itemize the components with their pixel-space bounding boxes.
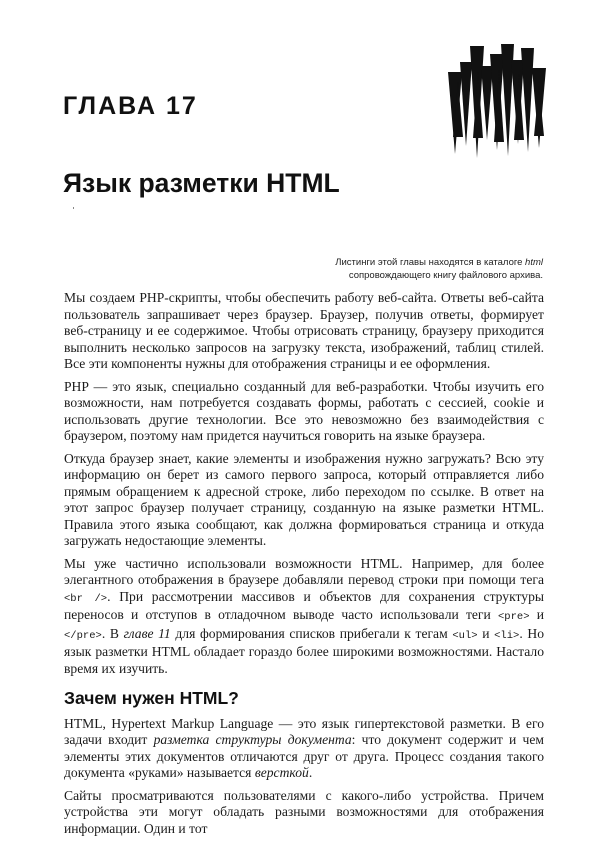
paragraph-4-text: . При рассмотрении массивов и объектов для сохранения структуры переносов и отступов в отладочном выводе часто использовали теги <box>64 588 544 622</box>
term-markup: разметка структуры документа <box>153 732 352 747</box>
chapter-reference: главе 11 <box>123 625 171 641</box>
code-pre-tag: <pre> <box>498 611 530 623</box>
paragraph-5 <box>64 716 544 782</box>
paragraph-5-text: HTML, Hypertext Markup Language — это язык гипертекстовой разметки. В его задачи входит <box>64 715 544 747</box>
paragraph-2: PHP — это язык, специально созданный для веб-разработки. Чтобы изучить его возможности, нам потребуется создавать формы, работать с сессией, cookie и использовать другие технологии. Все это невозможно без взаимодействия с браузером, поэтому нам придется научиться говорить на языке браузера. <box>64 378 544 443</box>
paragraph-4-text: и <box>477 625 495 641</box>
section-heading: Зачем нужен HTML? <box>64 688 239 708</box>
paragraph-1: Мы создаем PHP-скрипты, чтобы обеспечить работу веб-сайта. Ответы веб-сайта пользователь запрашивает через браузер. Браузер, получив ответы, формирует веб-страницу и ее содержимое. Чтобы отрисовать страницу, браузеру приходится выполнить несколько запросов на загрузку текста, изображений, таблиц стилей. Все эти компоненты нужны для отображения страницы и ее оформления. <box>64 290 544 371</box>
epigraph-line-1 <box>243 256 543 269</box>
code-br-tag: <br /> <box>64 592 108 605</box>
paragraph-4 <box>64 556 544 678</box>
paragraph-5-text: . <box>308 765 313 780</box>
epigraph-line-2: сопровождающего книгу файлового архива. <box>348 270 543 281</box>
epigraph <box>243 256 543 282</box>
code-ul-tag: <ul> <box>452 629 478 642</box>
paragraph-6: Сайты просматриваются пользователями с какого-либо устройства. Причем устройства эти могут обладать разными возможностями для отображения информации. Один и тот <box>64 787 544 836</box>
epigraph-text: Листинги этой главы находятся в каталоге <box>335 257 526 268</box>
paragraph-4-text: . В <box>101 625 124 641</box>
epigraph-directory: html <box>525 257 543 268</box>
code-li-tag: <li> <box>494 629 520 642</box>
chapter-label: ГЛАВА 17 <box>63 92 198 120</box>
stray-mark <box>73 207 74 209</box>
paragraph-4-text: для формирования списков прибегали к тегам <box>170 625 453 641</box>
paragraph-4-text: и <box>529 607 544 622</box>
chapter-title: Язык разметки HTML <box>63 168 340 198</box>
paragraph-4-text: Мы уже частично использовали возможности HTML. Например, для более элегантного отображения в браузере добавляли перевод строки при помощи тега <box>64 555 544 587</box>
code-pre-close-tag: </pre> <box>64 629 102 642</box>
body-text <box>64 290 544 843</box>
paragraph-3: Откуда браузер знает, какие элементы и изображения нужно загружать? Всю эту информацию он берет из самого первого запроса, который отправляется либо прямым обращением к адресной строке, либо переходом по ссылке. В ответ на этот запрос браузер получает страницу, созданную на языке разметки HTML. Правила этого языка сообщают, как должна формироваться страница и откуда загружать недостающие элементы. <box>64 450 544 548</box>
paragraph-5-text: : что документ содержит и чем элементы этих документов отличаются друг от друга. Процесс создания такого документа «руками» называется <box>64 732 544 780</box>
paragraph-4-text: . Но язык разметки HTML обладает гораздо более широкими возможностями. Настало время их изучить. <box>64 625 544 676</box>
term-layout: версткой <box>254 765 309 780</box>
chapter-decoration <box>448 42 546 158</box>
